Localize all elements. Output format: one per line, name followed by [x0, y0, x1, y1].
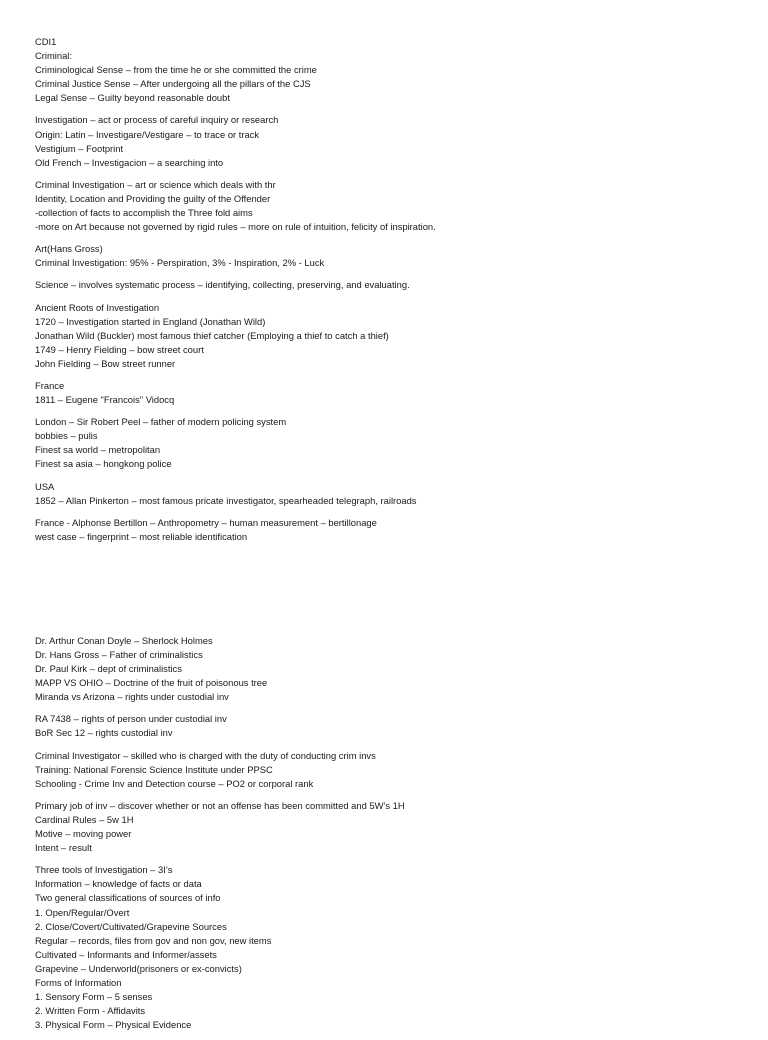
text-line: Cultivated – Informants and Informer/assets	[35, 948, 217, 960]
text-line: 1. Open/Regular/Overt	[35, 906, 130, 918]
text-line: Training: National Forensic Science Institute under PPSC	[35, 763, 273, 775]
text-line: Criminological Sense – from the time he or she committed the crime	[35, 64, 317, 76]
text-line: Dr. Hans Gross – Father of criminalistics	[35, 649, 203, 660]
text-line: -more on Art because not governed by rigid rules – more on rule of intuition, felicity of inspiration.	[35, 221, 436, 233]
paragraph	[35, 301, 755, 371]
text-line: RA 7438 – rights of person under custodial inv	[35, 713, 227, 725]
paragraph	[35, 379, 755, 407]
text-line: 1. Sensory Form – 5 senses	[35, 991, 153, 1003]
text-line: Grapevine – Underworld(prisoners or ex-convicts)	[35, 962, 242, 974]
text-line: Miranda vs Arizona – rights under custodial inv	[35, 691, 229, 703]
text-line: 2. Close/Covert/Cultivated/Grapevine Sources	[35, 920, 227, 932]
text-line: Ancient Roots of Investigation	[35, 301, 160, 313]
text-line: Criminal Justice Sense – After undergoing all the pillars of the CJS	[35, 78, 311, 90]
blank-space	[35, 552, 755, 634]
text-line: Dr. Paul Kirk – dept of criminalistics	[35, 663, 182, 675]
paragraph	[35, 178, 755, 234]
text-line: John Fielding – Bow street runner	[35, 357, 176, 369]
text-line: USA	[35, 480, 55, 492]
text-line: 1720 – Investigation started in England (Jonathan Wild)	[35, 315, 266, 327]
text-line: Three tools of Investigation – 3I’s	[35, 864, 173, 876]
paragraph	[35, 415, 755, 471]
text-line: Science – involves systematic process – identifying, collecting, preserving, and evaluating.	[35, 279, 410, 291]
text-line: CDI1	[35, 36, 57, 47]
text-line: Dr. Arthur Conan Doyle – Sherlock Holmes	[35, 634, 213, 646]
text-line: Criminal Investigation – art or science which deals with thr	[35, 178, 276, 190]
text-line: Intent – result	[35, 842, 92, 854]
text-line: Identity, Location and Providing the guilty of the Offender	[35, 192, 271, 204]
text-line: 2. Written Form - Affidavits	[35, 1005, 146, 1017]
text-line: Primary job of inv – discover whether or not an offense has been committed and 5W’s 1H	[35, 799, 405, 811]
text-line: Cardinal Rules – 5w 1H	[35, 813, 134, 825]
text-line: Finest sa asia – hongkong police	[35, 458, 172, 470]
text-line: Finest sa world – metropolitan	[35, 444, 161, 456]
text-line: 1749 – Henry Fielding – bow street court	[35, 343, 204, 355]
text-line: Vestigium – Footprint	[35, 142, 124, 154]
text-line: BoR Sec 12 – rights custodial inv	[35, 727, 173, 739]
paragraph	[35, 35, 755, 105]
text-line: west case – fingerprint – most reliable identification	[35, 530, 248, 542]
paragraph	[35, 799, 755, 855]
document-page	[35, 35, 755, 1040]
text-line: France	[35, 379, 65, 391]
text-line: Art(Hans Gross)	[35, 243, 103, 255]
text-line: bobbies – pulis	[35, 430, 98, 442]
text-line: Investigation – act or process of careful inquiry or research	[35, 114, 279, 126]
text-line: Criminal:	[35, 50, 72, 62]
paragraph	[35, 712, 755, 740]
text-line: Forms of Information	[35, 976, 122, 988]
text-line: France - Alphonse Bertillon – Anthropometry – human measurement – bertillonage	[35, 516, 377, 528]
paragraph	[35, 863, 755, 1032]
text-line: Jonathan Wild (Buckler) most famous thief catcher (Employing a thief to catch a thief)	[35, 329, 389, 341]
text-line: 3. Physical Form – Physical Evidence	[35, 1019, 192, 1031]
text-line: MAPP VS OHIO – Doctrine of the fruit of poisonous tree	[35, 677, 268, 689]
text-line: Regular – records, files from gov and non gov, new items	[35, 934, 272, 946]
text-line: 1811 – Eugene "Francois" Vidocq	[35, 394, 175, 406]
paragraph	[35, 749, 755, 791]
paragraph	[35, 634, 755, 704]
text-line: Information – knowledge of facts or data	[35, 878, 202, 890]
text-line: Criminal Investigator – skilled who is charged with the duty of conducting crim invs	[35, 749, 376, 761]
text-line: London – Sir Robert Peel – father of modern policing system	[35, 416, 287, 428]
paragraph	[35, 480, 755, 508]
text-line: Criminal Investigation: 95% - Perspiration, 3% - Inspiration, 2% - Luck	[35, 257, 325, 269]
paragraph	[35, 113, 755, 169]
text-line: Legal Sense – Guilty beyond reasonable doubt	[35, 92, 230, 104]
text-line: -collection of facts to accomplish the Three fold aims	[35, 207, 253, 219]
paragraph	[35, 516, 755, 544]
paragraph	[35, 242, 755, 270]
text-line: Origin: Latin – Investigare/Vestigare – to trace or track	[35, 128, 260, 140]
text-line: Schooling - Crime Inv and Detection course – PO2 or corporal rank	[35, 777, 314, 789]
text-line: Motive – moving power	[35, 828, 132, 840]
text-line: 1852 – Allan Pinkerton – most famous pricate investigator, spearheaded telegraph, railroads	[35, 494, 417, 506]
text-line: Two general classifications of sources of info	[35, 892, 221, 904]
text-line: Old French – Investigacion – a searching into	[35, 156, 224, 168]
paragraph	[35, 278, 755, 292]
